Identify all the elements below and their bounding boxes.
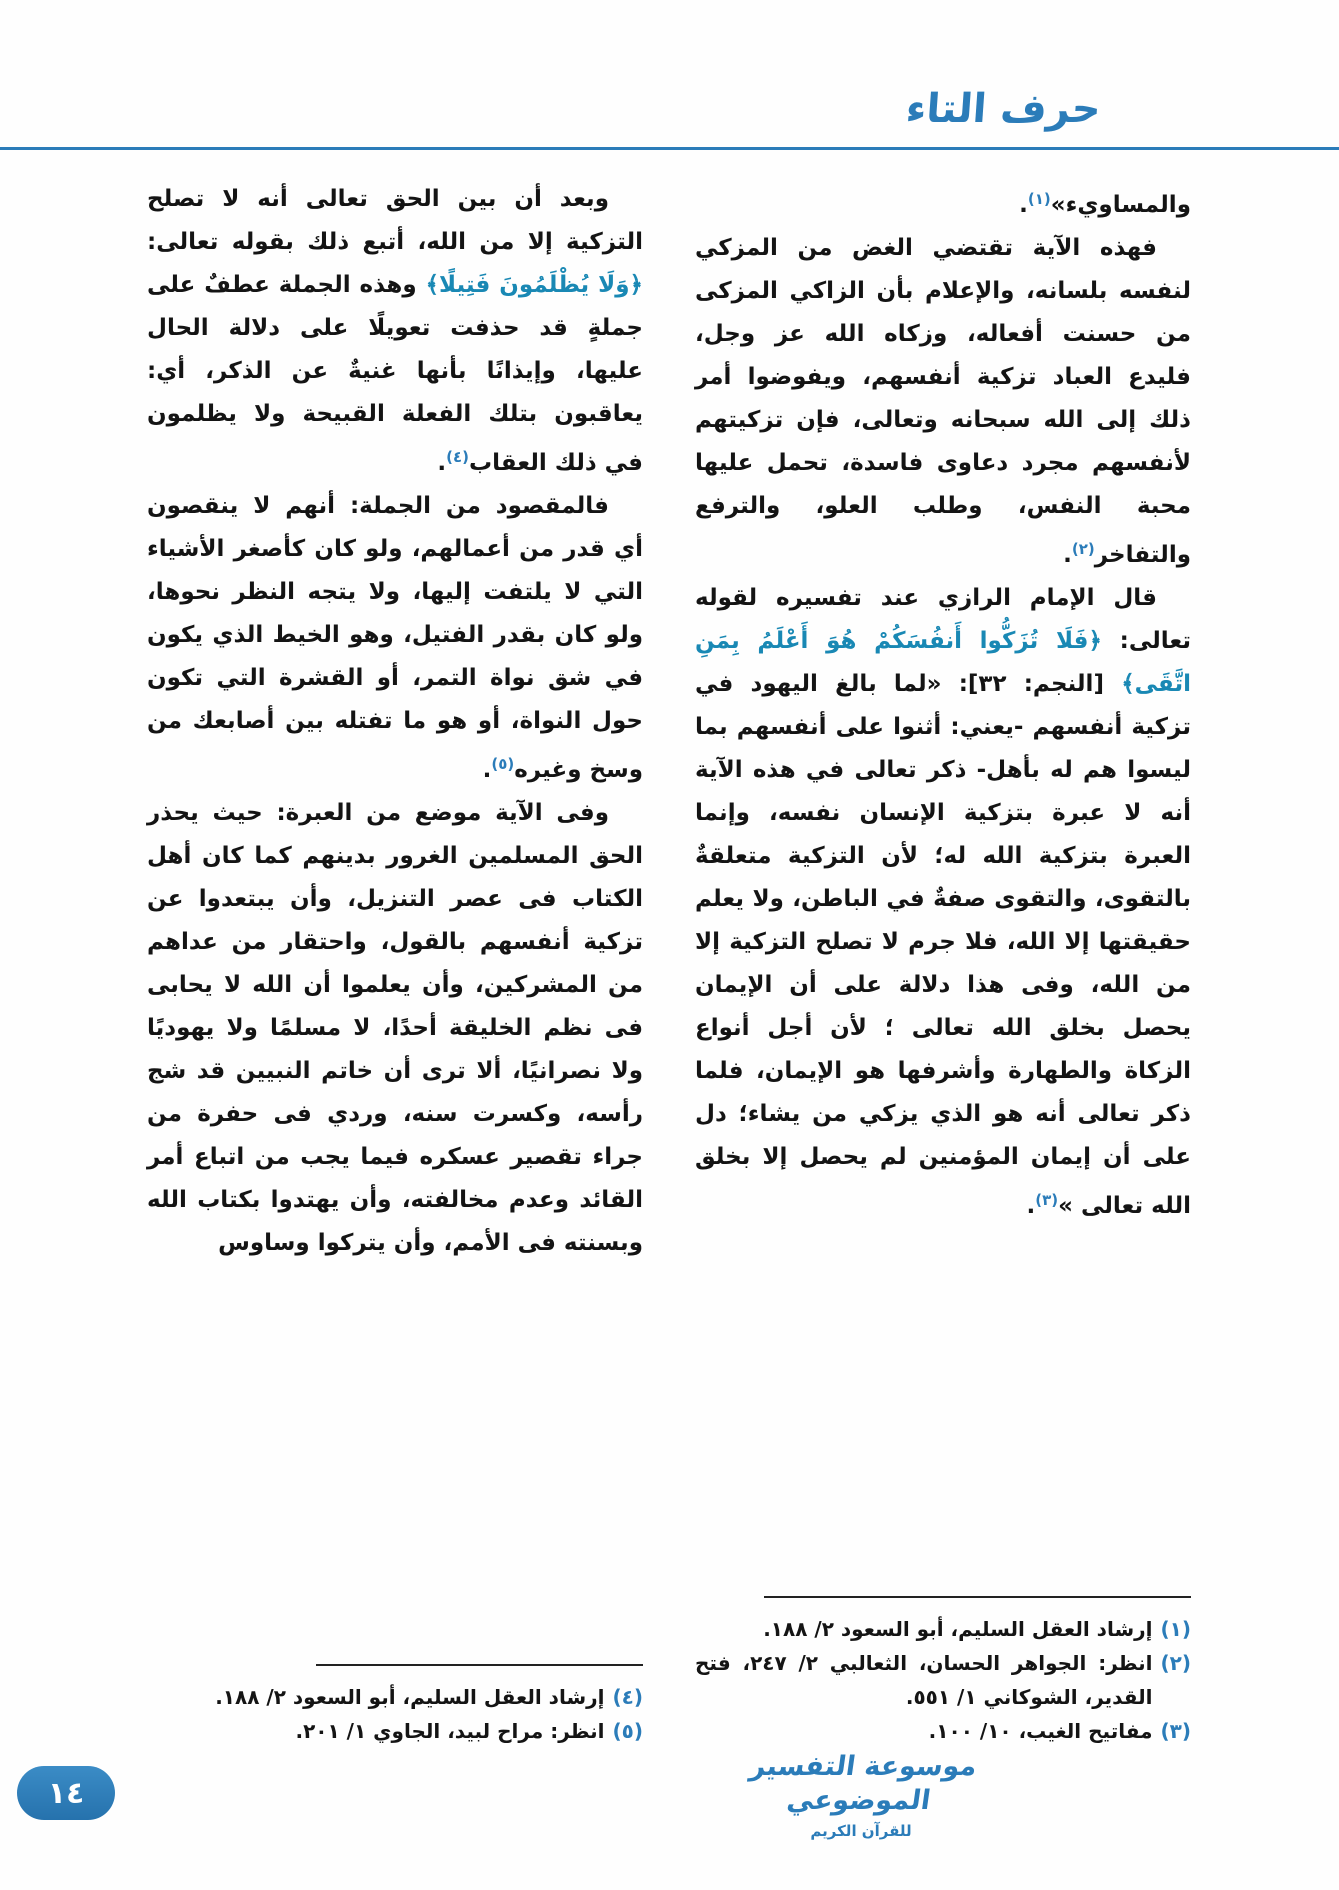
footnote-separator	[316, 1664, 643, 1666]
paragraph	[695, 178, 1191, 227]
page-number-badge	[17, 1766, 115, 1820]
text-run: قال الإمام الرازي عند تفسيره لقوله تعالى:	[695, 585, 1191, 654]
chapter-header: حرف التاء	[904, 86, 1103, 132]
footnote	[695, 1714, 1191, 1748]
footnote-ref: (٢)	[1071, 540, 1095, 558]
paragraph	[695, 227, 1191, 577]
footnote-ref: (٣)	[1035, 1191, 1059, 1209]
footnote	[695, 1612, 1191, 1646]
publisher-logo	[721, 1750, 1001, 1840]
footnote-separator	[764, 1596, 1191, 1598]
footnote-text: إرشاد العقل السليم، أبو السعود ٢/ ١٨٨.	[763, 1617, 1153, 1641]
paragraph	[147, 178, 643, 485]
footnote-text: انظر: الجواهر الحسان، الثعالبي ٢/ ٢٤٧، فتح القدير، الشوكاني ١/ ٥٥١.	[695, 1651, 1153, 1709]
paragraph	[695, 577, 1191, 1228]
column-right-text	[695, 178, 1191, 1228]
column-left-text	[147, 178, 643, 1265]
column-left	[147, 178, 643, 1748]
footnote-number: (٢)	[1160, 1651, 1191, 1675]
text-columns	[147, 178, 1191, 1748]
column-left-footnotes	[147, 1664, 643, 1748]
footnote-text: انظر: مراح لبيد، الجاوي ١/ ٢٠١.	[295, 1719, 605, 1743]
footnote-ref: (٥)	[491, 755, 515, 773]
footnote-ref: (١)	[1027, 190, 1051, 208]
text-run: .	[482, 757, 492, 783]
footnote-text: مفاتيح الغيب، ١٠/ ١٠٠.	[928, 1719, 1153, 1743]
column-right-footnotes	[695, 1596, 1191, 1748]
quran-verse: ﴿وَلَا يُظْلَمُونَ فَتِيلًا﴾	[425, 272, 643, 298]
footnote-number: (٣)	[1160, 1719, 1191, 1743]
footnote	[147, 1714, 643, 1748]
text-run: فالمقصود من الجملة: أنهم لا ينقصون أي قدر من أعمالهم، ولو كان كأصغر الأشياء التي لا يلتفت إليها، ولا يتجه النظر نحوها، ولو كان بقدر الفتيل، وهو الخيط الذي يكون في شق نواة التمر، أو القشرة التي تكون حول النواة، أو هو ما تفتله بين أصابعك من وسخ وغيره	[147, 493, 643, 783]
footnote	[695, 1646, 1191, 1714]
text-run: .	[437, 450, 447, 476]
text-run: وهذه الجملة عطفٌ على جملةٍ قد حذفت تعويلًا على دلالة الحال عليها، وإيذانًا بأنها غنيةٌ عن الذكر، أي: يعاقبون بتلك الفعلة القبيحة ولا يظلمون في ذلك العقاب	[147, 272, 643, 476]
text-run: .	[1063, 542, 1072, 568]
column-right	[695, 178, 1191, 1748]
footnote-number: (٥)	[612, 1719, 643, 1743]
text-run: .	[1026, 1193, 1036, 1219]
text-run: [النجم: ٣٢]: «لما بالغ اليهود في تزكية أنفسهم -يعني: أثنوا على أنفسهم بما ليسوا هم له بأهل- ذكر تعالى في هذه الآية أنه لا عبرة بتزكية الإنسان نفسه، وإنما العبرة بتزكية الله له؛ لأن التزكية متعلقةٌ بالتقوى، والتقوى صفةٌ في الباطن، ولا يعلم حقيقتها إلا الله، فلا جرم لا تصلح التزكية إلا من الله، وفى هذا دلالة على أن الإيمان يحصل بخلق الله تعالى ؛ لأن أجل أنواع الزكاة والطهارة وأشرفها هو الإيمان، فلما ذكر تعالى أنه هو الذي يزكي من يشاء؛ دل على أن إيمان المؤمنين لم يحصل إلا بخلق الله تعالى »	[695, 671, 1191, 1219]
text-run: والمساويء»	[1050, 192, 1191, 218]
footnote-number: (٤)	[612, 1685, 643, 1709]
text-run: وفى الآية موضع من العبرة: حيث يحذر الحق المسلمين الغرور بدينهم كما كان أهل الكتاب فى عصر التنزيل، وأن يبتعدوا عن تزكية أنفسهم بالقول، واحتقار من عداهم من المشركين، وأن يعلموا أن الله لا يحابى فى نظم الخليقة أحدًا، لا مسلمًا ولا يهوديًا ولا نصرانيًا، ألا ترى أن خاتم النبيين قد شج رأسه، وكسرت سنه، وردي فى حفرة من جراء تقصير عسكره فيما يجب من اتباع أمر القائد وعدم مخالفته، وأن يهتدوا بكتاب الله وبسنته فى الأمم، وأن يتركوا وساوس	[147, 800, 643, 1256]
paragraph	[147, 485, 643, 792]
text-run: وبعد أن بين الحق تعالى أنه لا تصلح التزكية إلا من الله، أتبع ذلك بقوله تعالى:	[147, 186, 643, 255]
paragraph	[147, 792, 643, 1265]
footnote-text: إرشاد العقل السليم، أبو السعود ٢/ ١٨٨.	[215, 1685, 605, 1709]
footnote-number: (١)	[1160, 1617, 1191, 1641]
quran-verse: ﴿فَلَا تُزَكُّوا أَنفُسَكُمْ هُوَ أَعْلَمُ بِمَنِ اتَّقَى﴾	[695, 628, 1192, 697]
text-run: فهذه الآية تقتضي الغض من المزكي لنفسه بلسانه، والإعلام بأن الزاكي المزكى من حسنت أفعاله، وزكاه الله عز وجل، فليدع العباد تزكية أنفسهم، ويفوضوا أمر ذلك إلى الله سبحانه وتعالى، فإن تزكيتهم لأنفسهم مجرد دعاوى فاسدة، تحمل عليها محبة النفس، وطلب العلو، والترفع والتفاخر	[695, 235, 1191, 568]
logo-title: موسوعة التفسير الموضوعي	[748, 1751, 979, 1816]
footnote-ref: (٤)	[446, 448, 469, 466]
header-divider	[0, 147, 1339, 150]
page-number: ١٤	[47, 1775, 85, 1811]
text-run: .	[1019, 192, 1028, 218]
footnote-list	[695, 1612, 1191, 1748]
logo-subtitle: للقرآن الكريم	[810, 1822, 912, 1840]
footnote-list	[147, 1680, 643, 1748]
footnote	[147, 1680, 643, 1714]
